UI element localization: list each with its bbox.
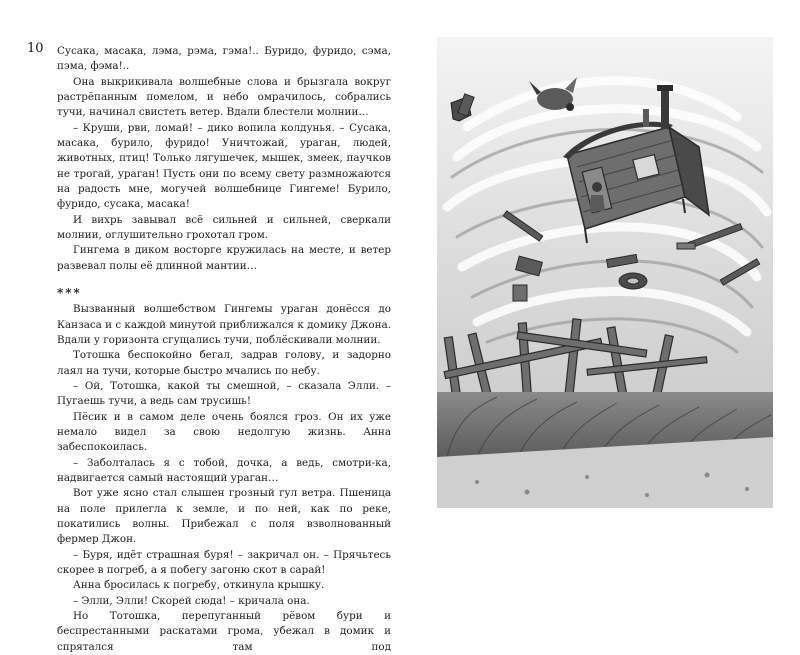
paragraph-9: Пёсик и в самом деле очень боялся гроз. Он их уже немало видел за свою недолгую жизнь. Анна забеспокоилась. — [57, 410, 391, 454]
paragraph-15: Но Тотошка, перепуганный рёвом бури и беспрестанными раскатами грома, убежал в домик и спрятался там под — [57, 610, 391, 653]
paragraph-7: Тотошка беспокойно бегал, задрав голову, и задорно лаял на тучи, которые быстро мчались по небу. — [57, 349, 391, 377]
paragraph-3: – Круши, рви, ломай! – дико вопила колдунья. – Сусака, масака, бурило, фуридо! Уничтожай, ураган, людей, животных, птиц! Только лягушечек, мышек, змеек, паучков не трогай, ураган! Пусть они по всему свету размножаются на радость мне, могучей волшебнице Гингеме! Бурило, фуридо, сусака, масака! — [57, 121, 391, 211]
paragraph-2: Она выкрикивала волшебные слова и брызгала вокруг растрёпанным помелом, и небо омрачилось, собрались тучи, начинал свистеть ветер. Вдали блестели молнии… — [57, 75, 391, 119]
paragraph-8: – Ой, Тотошка, какой ты смешной, – сказала Элли. – Пугаешь тучи, а ведь сам трусишь! — [57, 379, 391, 408]
page-number: 10 — [27, 41, 44, 56]
illustration-drawing — [437, 37, 773, 508]
paragraph-4: И вихрь завывал всё сильней и сильней, сверкали молнии, оглушительно грохотал гром. — [57, 213, 391, 242]
paragraph-13: Анна бросилась к погребу, откинула крышку. — [73, 579, 325, 592]
section-separator: *** — [57, 286, 82, 301]
paragraph-11: Вот уже ясно стал слышен грозный гул ветра. Пшеница на поле прилегла к земле, и по ней, как по реке, покатились волны. Прибежал с поля взволнованный фермер Джон. — [57, 487, 391, 546]
paragraph-1: Сусака, масака, лэма, рэма, гэма!.. Буридо, фуридо, сэма, пэма, фэма!.. — [57, 45, 391, 73]
paragraph-14: – Элли, Элли! Скорей сюда! – кричала она. — [73, 594, 310, 607]
tornado-wagon-illustration — [437, 37, 773, 508]
paragraph-5: Гингема в диком восторге кружилась на месте, и ветер развевал полы её длинной мантии… — [57, 244, 391, 272]
paragraph-12: – Буря, идёт страшная буря! – закричал он. – Прячьтесь скорее в погреб, а я побегу загоню скот в сарай! — [57, 548, 391, 576]
paragraph-10: – Заболталась я с тобой, дочка, а ведь, смотри-ка, надвигается самый настоящий ураган… — [57, 456, 391, 484]
paragraph-6: Вызванный волшебством Гингемы ураган донёсся до Канзаса и с каждой минутой приближался к домику Джона. Вдали у горизонта сгущались тучи, поблёскивали молнии. — [57, 303, 391, 346]
text-column — [57, 44, 391, 655]
